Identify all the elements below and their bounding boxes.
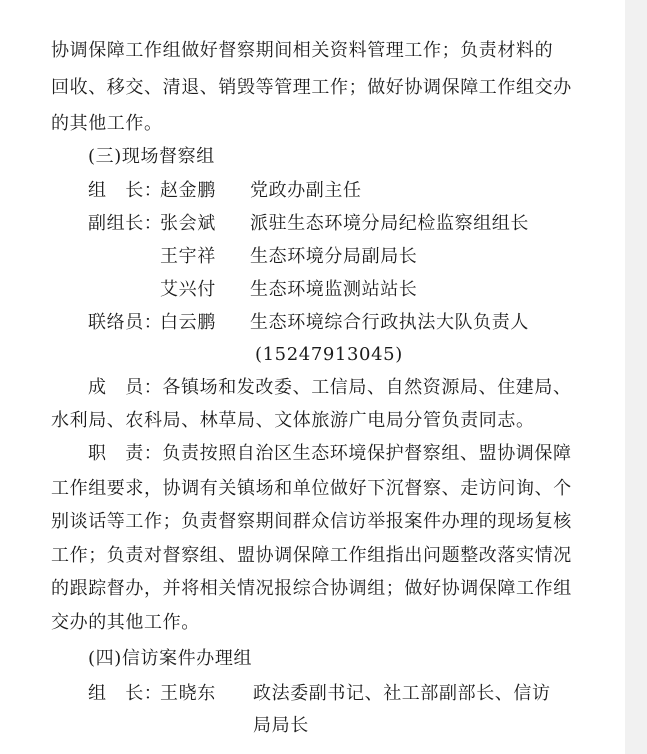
body-line: 协调保障工作组做好督察期间相关资料管理工作；负责材料的 bbox=[51, 40, 554, 61]
phone-number: (15247913045) bbox=[255, 344, 403, 365]
member-title: 政法委副书记、社工部副部长、信访 bbox=[253, 683, 551, 704]
body-line: 工作；负责对督察组、盟协调保障工作组指出问题整改落实情况 bbox=[51, 545, 572, 566]
section-heading: (三)现场督察组 bbox=[88, 146, 215, 167]
body-line: 成 员：各镇场和发改委、工信局、自然资源局、住建局、 bbox=[88, 377, 572, 398]
member-name: 张会斌 bbox=[160, 213, 216, 234]
member-title: 生态环境综合行政执法大队负责人 bbox=[250, 312, 529, 333]
body-line: 工作组要求，协调有关镇场和单位做好下沉督察、走访问询、个 bbox=[51, 478, 572, 499]
role-label: 组 长： bbox=[88, 180, 163, 201]
body-line: 的跟踪督办，并将相关情况报综合协调组；做好协调保障工作组 bbox=[51, 578, 572, 599]
body-line: 水利局、农科局、林草局、文体旅游广电局分管负责同志。 bbox=[51, 410, 535, 431]
member-title: 派驻生态环境分局纪检监察组组长 bbox=[250, 213, 529, 234]
member-name: 艾兴付 bbox=[160, 279, 216, 300]
member-title: 党政办副主任 bbox=[250, 180, 362, 201]
member-name: 王晓东 bbox=[160, 683, 216, 704]
member-title: 生态环境监测站站长 bbox=[250, 279, 418, 300]
member-title: 局局长 bbox=[253, 715, 309, 736]
body-line: 回收、移交、清退、销毁等管理工作；做好协调保障工作组交办 bbox=[51, 77, 572, 98]
role-label: 联络员： bbox=[88, 312, 163, 333]
role-label: 组 长： bbox=[88, 683, 163, 704]
member-name: 白云鹏 bbox=[160, 312, 216, 333]
body-line: 别谈话等工作；负责督察期间群众信访举报案件办理的现场复核 bbox=[51, 511, 572, 532]
section-heading: (四)信访案件办理组 bbox=[88, 648, 253, 669]
body-line: 职 责：负责按照自治区生态环境保护督察组、盟协调保障 bbox=[88, 443, 572, 464]
member-name: 王宇祥 bbox=[160, 246, 216, 267]
body-line: 交办的其他工作。 bbox=[51, 612, 200, 633]
page-margin bbox=[625, 0, 647, 754]
member-title: 生态环境分局副局长 bbox=[250, 246, 418, 267]
body-line: 的其他工作。 bbox=[51, 113, 163, 134]
role-label: 副组长： bbox=[88, 213, 163, 234]
member-name: 赵金鹏 bbox=[160, 180, 216, 201]
